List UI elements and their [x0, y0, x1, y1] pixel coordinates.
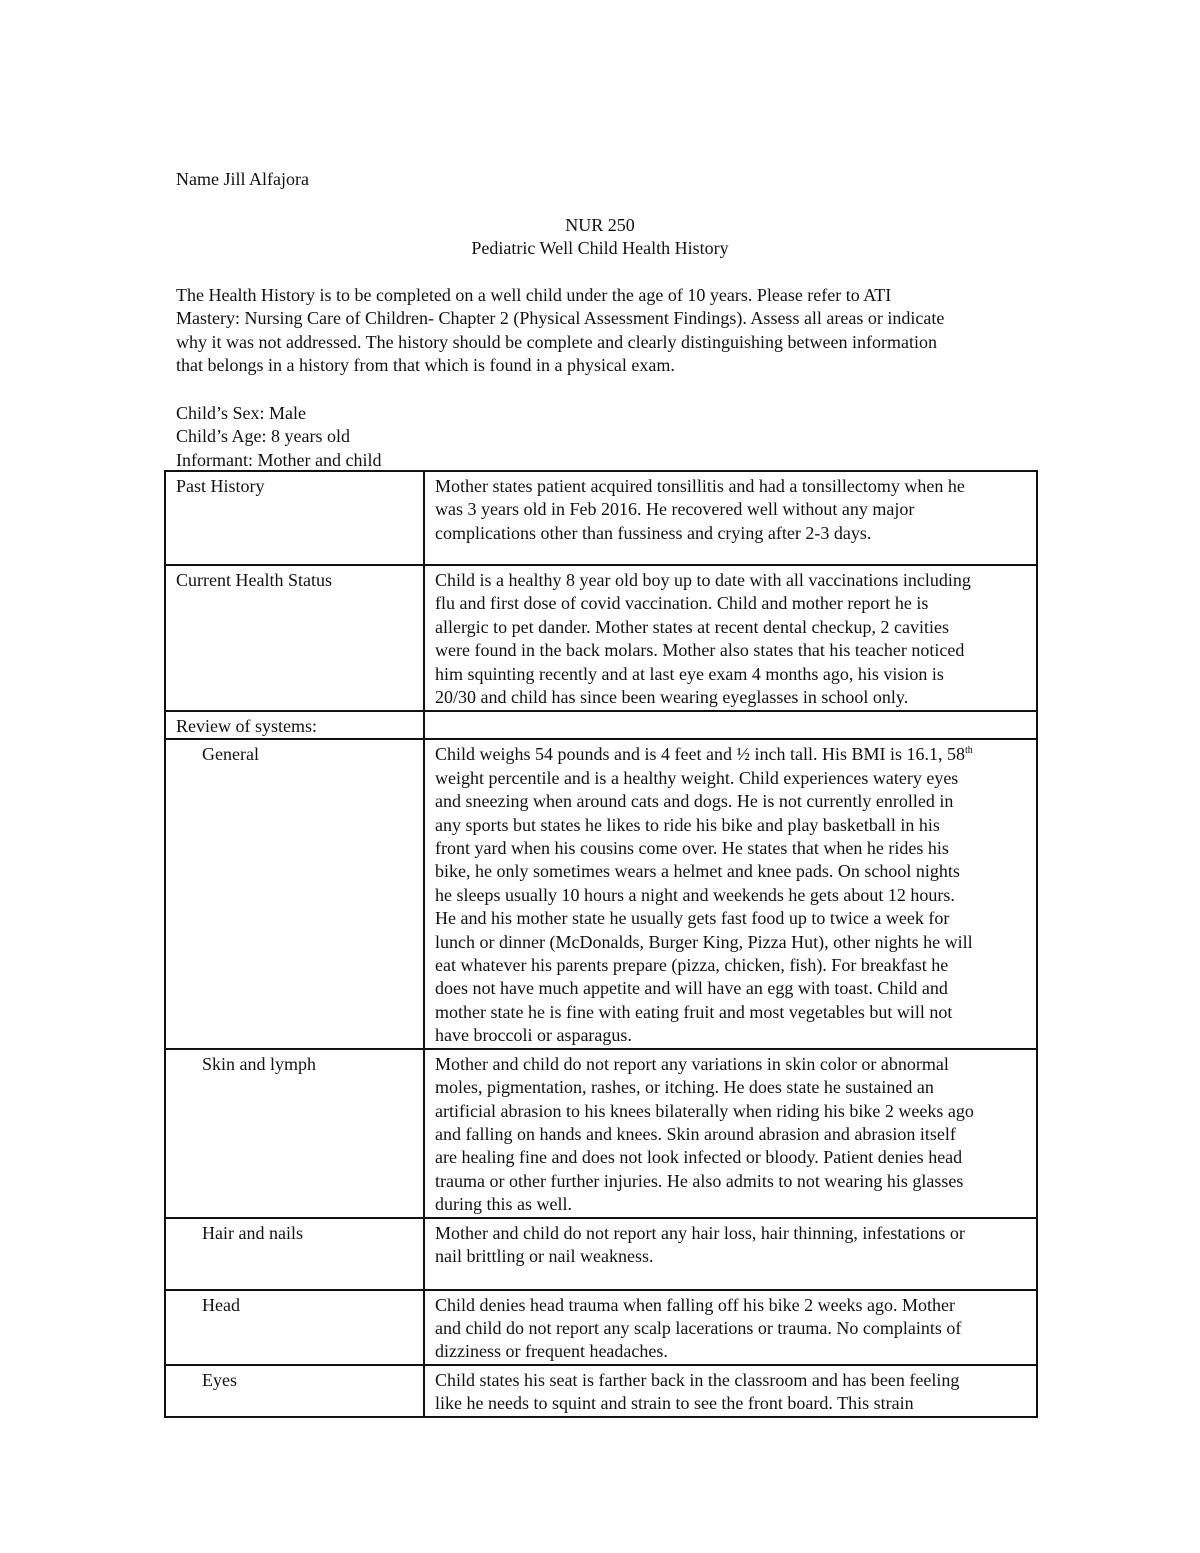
- text-line: nail brittling or nail weakness.: [435, 1245, 654, 1266]
- student-name: Name Jill Alfajora: [176, 169, 309, 189]
- instructions-line: The Health History is to be completed on a well child under the age of 10 years. Please refer to ATI: [176, 285, 892, 305]
- text-line: lunch or dinner (McDonalds, Burger King, Pizza Hut), other nights he will: [435, 931, 973, 952]
- row-label-current-health-status: Current Health Status: [165, 565, 424, 711]
- eyes-text: [424, 1365, 1037, 1417]
- instructions-line: that belongs in a history from that which is found in a physical exam.: [176, 355, 675, 376]
- text-line: complications other than fussiness and crying after 2-3 days.: [435, 522, 872, 543]
- text-line: he sleeps usually 10 hours a night and weekends he gets about 12 hours.: [435, 884, 955, 905]
- skin-and-lymph-text: [424, 1049, 1037, 1218]
- text-line: any sports but states he likes to ride his bike and play basketball in his: [435, 814, 940, 835]
- text-line: 20/30 and child has since been wearing eyeglasses in school only.: [435, 687, 909, 708]
- table-row: [165, 471, 1037, 565]
- health-history-table: [164, 470, 1038, 1418]
- hair-and-nails-text: [424, 1218, 1037, 1290]
- text-line: and child do not report any scalp lacerations or trauma. No complaints of: [435, 1317, 962, 1338]
- text-line: Child states his seat is farther back in the classroom and has been feeling: [435, 1369, 960, 1390]
- current-health-status-text: [424, 565, 1037, 711]
- text-line: Child is a healthy 8 year old boy up to date with all vaccinations including: [435, 570, 971, 590]
- text-span: Child weighs 54 pounds and is 4 feet and ½ inch tall. His BMI is 16.1, 58: [435, 744, 965, 765]
- table-row: [165, 565, 1037, 711]
- general-text: [424, 739, 1037, 1048]
- text-line: were found in the back molars. Mother also states that his teacher noticed: [435, 640, 965, 661]
- row-label-general: General: [165, 739, 424, 1048]
- course-code: NUR 250: [565, 215, 635, 235]
- instructions-paragraph: [176, 284, 1036, 378]
- informant: Informant: Mother and child: [176, 449, 382, 470]
- child-sex: Child’s Sex: Male: [176, 403, 306, 423]
- row-label-hair-and-nails: Hair and nails: [165, 1218, 424, 1290]
- row-label-head: Head: [165, 1290, 424, 1365]
- table-row: [165, 1218, 1037, 1290]
- text-line: have broccoli or asparagus.: [435, 1025, 632, 1046]
- text-line: and sneezing when around cats and dogs. He is not currently enrolled in: [435, 791, 954, 812]
- text-line: like he needs to squint and strain to see the front board. This strain: [435, 1393, 914, 1414]
- empty-cell: [424, 711, 1037, 739]
- instructions-line: why it was not addressed. The history should be complete and clearly distinguishing between information: [176, 331, 938, 352]
- ordinal-suffix: th: [964, 745, 973, 757]
- text-line: trauma or other further injuries. He also admits to not wearing his glasses: [435, 1170, 964, 1191]
- text-line: dizziness or frequent headaches.: [435, 1341, 668, 1362]
- past-history-text: [424, 471, 1037, 565]
- table-row: [165, 1365, 1037, 1417]
- text-line: was 3 years old in Feb 2016. He recovered well without any major: [435, 499, 915, 520]
- text-line: weight percentile and is a healthy weight. Child experiences watery eyes: [435, 767, 959, 788]
- text-line: does not have much appetite and will have an egg with toast. Child and: [435, 978, 948, 999]
- text-line: He and his mother state he usually gets fast food up to twice a week for: [435, 908, 950, 929]
- patient-info: [176, 402, 381, 472]
- text-line: Mother and child do not report any hair loss, hair thinning, infestations or: [435, 1222, 965, 1243]
- text-line: bike, he only sometimes wears a helmet and knee pads. On school nights: [435, 861, 960, 882]
- table-row: [165, 711, 1037, 739]
- text-line: front yard when his cousins come over. He states that when he rides his: [435, 838, 949, 859]
- text-line: mother state he is fine with eating fruit and most vegetables but will not: [435, 1001, 953, 1022]
- row-label-eyes: Eyes: [165, 1365, 424, 1417]
- text-line: are healing fine and does not look infected or bloody. Patient denies head: [435, 1147, 963, 1168]
- text-line: artificial abrasion to his knees bilaterally when riding his bike 2 weeks ago: [435, 1100, 974, 1121]
- text-line: Child denies head trauma when falling off his bike 2 weeks ago. Mother: [435, 1294, 956, 1315]
- instructions-line: Mastery: Nursing Care of Children- Chapter 2 (Physical Assessment Findings). Assess all areas or indicate: [176, 308, 945, 329]
- document-title: Pediatric Well Child Health History: [471, 238, 729, 258]
- row-label-review-of-systems: Review of systems:: [165, 711, 424, 739]
- text-line: and falling on hands and knees. Skin around abrasion and abrasion itself: [435, 1123, 956, 1144]
- table-row: [165, 1049, 1037, 1218]
- table-row: [165, 739, 1037, 1048]
- text-line: moles, pigmentation, rashes, or itching. He does state he sustained an: [435, 1077, 934, 1098]
- text-line: during this as well.: [435, 1194, 572, 1215]
- text-line: allergic to pet dander. Mother states at recent dental checkup, 2 cavities: [435, 616, 949, 637]
- text-line: flu and first dose of covid vaccination. Child and mother report he is: [435, 593, 929, 614]
- child-age: Child’s Age: 8 years old: [176, 426, 350, 447]
- text-line: [435, 743, 1028, 766]
- text-line: Mother states patient acquired tonsillitis and had a tonsillectomy when he: [435, 476, 965, 496]
- table-row: [165, 1290, 1037, 1365]
- text-line: eat whatever his parents prepare (pizza, chicken, fish). For breakfast he: [435, 955, 949, 976]
- row-label-skin-and-lymph: Skin and lymph: [165, 1049, 424, 1218]
- text-line: him squinting recently and at last eye exam 4 months ago, his vision is: [435, 663, 944, 684]
- row-label-past-history: Past History: [165, 471, 424, 565]
- text-line: Mother and child do not report any variations in skin color or abnormal: [435, 1053, 949, 1074]
- head-text: [424, 1290, 1037, 1365]
